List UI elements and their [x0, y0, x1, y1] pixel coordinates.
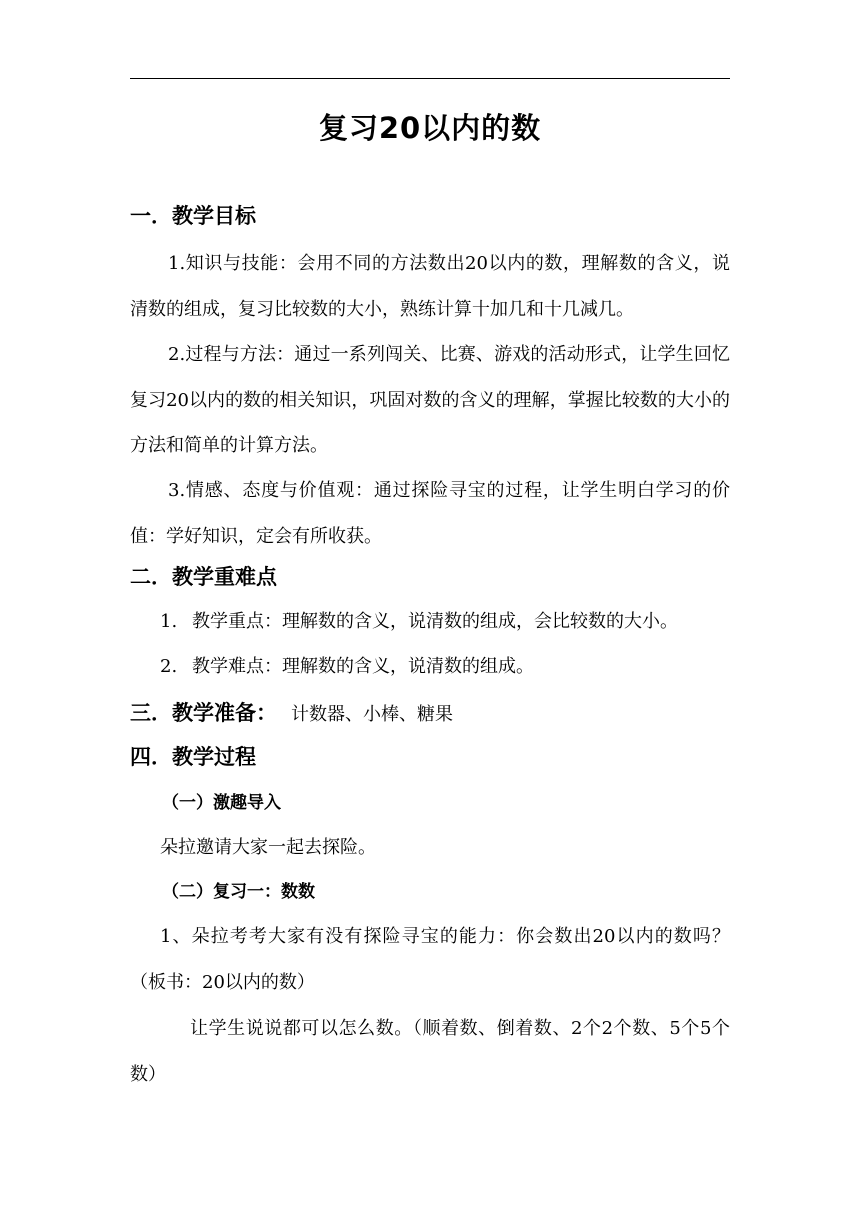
section-heading-preparation	[130, 698, 453, 730]
subsection-heading-review-counting: （二）复习一：数数	[162, 882, 315, 902]
objective-emotion-values: 3.情感、态度与价值观：通过探险寻宝的过程，让学生明白学习的价值：学好知识，定会有所收获。	[130, 480, 730, 547]
list-item-difficult-point	[160, 652, 740, 682]
list-item-number: 2.	[160, 656, 178, 677]
review-counting-instruction: 让学生说说都可以怎么数。（顺着数、倒着数、2个2个数、5个5个数）	[130, 1018, 730, 1085]
list-item-text: 教学难点：理解数的含义，说清数的组成。	[192, 656, 534, 677]
section-heading-objectives: 一．教学目标	[130, 204, 256, 228]
section-heading-key-points: 二．教学重难点	[130, 565, 277, 589]
objective-process-methods: 2.过程与方法：通过一系列闯关、比赛、游戏的活动形式，让学生回忆复习20以内的数的相关知识，巩固对数的含义的理解，掌握比较数的大小的方法和简单的计算方法。	[130, 344, 730, 456]
list-item-key-point	[160, 607, 740, 637]
intro-text: 朵拉邀请大家一起去探险。	[160, 837, 376, 858]
header-rule	[130, 78, 730, 79]
objective-knowledge-skills: 1.知识与技能：会用不同的方法数出20以内的数，理解数的含义，说清数的组成，复习比较数的大小，熟练计算十加几和十几减几。	[130, 253, 730, 320]
preparation-content: 计数器、小棒、糖果	[291, 704, 453, 725]
review-counting-question: 1、朵拉考考大家有没有探险寻宝的能力：你会数出20以内的数吗？（板书：20以内的数）	[130, 926, 730, 993]
subsection-heading-intro: （一）激趣导入	[162, 793, 281, 813]
document-title: 复习20以内的数	[318, 111, 542, 145]
section-heading-process: 四．教学过程	[130, 745, 256, 769]
list-item-number: 1.	[160, 611, 178, 632]
list-item-text: 教学重点：理解数的含义，说清数的组成，会比较数的大小。	[192, 611, 678, 632]
preparation-heading-label: 三．教学准备：	[130, 701, 277, 725]
